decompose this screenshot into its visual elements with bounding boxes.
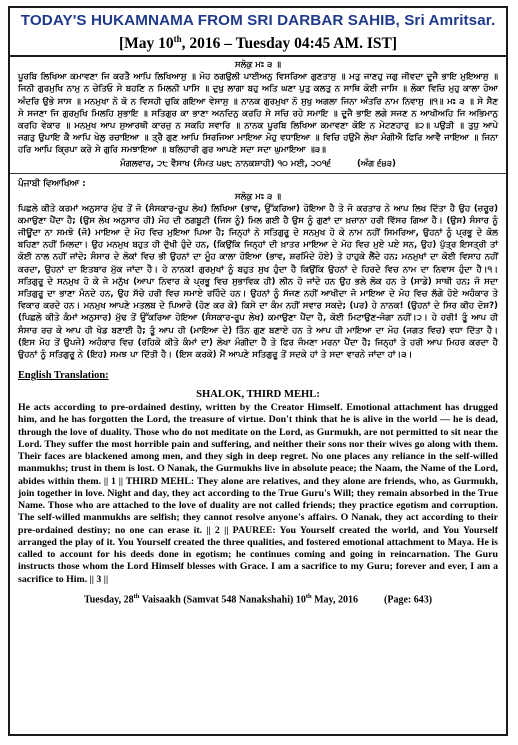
gurbani-date: ਮੰਗਲਵਾਰ, ੨੮ ਵੈਸਾਖ (ਸੰਮਤ ੫੪੮ ਨਾਨਕਸ਼ਾਹੀ) ੧੦ ਮਈ, ੨੦੧੬ (120, 158, 331, 169)
footer-suffix: May, 2016 (311, 594, 358, 606)
hukamnama-frame (8, 6, 508, 736)
footer-ordinal-2: th (305, 592, 312, 600)
english-text: He acts according to pre-ordained destiny, written by the Creator Himself. Emotional attachment has drugged him, and he has forgotten the Lord, the treasure of virtue. Don't think that he is alive in the world — he is dead, through the love of duality. Those who do not meditate on the Lord, as Gurmukh, are not permitted to sit near the Lord. They suffer the most horrible pain and suffering, and neither their sons nor their wives go along with them. Their faces are blackened among men, and they sigh in deep regret. No one places any reliance in the self-willed manmukhs; trust in them is lost. O Nanak, the Gurmukhs live in absolute peace; the Naam, the Name of the Lord, abides within them. || 1 || THIRD MEHL: They alone are relatives, and they alone are friends, who, as Gurmukh, join together in love. Night and day, they act according to the True Guru's Will; they remain absorbed in the True Name. Those who are attached to the love of duality are not called friends; they practice egotism and corruption. The self-willed manmukhs are selfish; they cannot resolve anyone's affairs. O Nanak, they act according to their pre-ordained destiny; no one can erase it. || 2 || PAUREE: You Yourself created the world, and You Yourself arranged the play of it. You Yourself created the three qualities, and fostered emotional attachment to Maya. He is called to account for his deeds done in egotism; he continues coming and going in reincarnation. The Guru instructs those whom the Lord Himself blesses with Grace. I am a sacrifice to my Guru; forever and ever, I am a sacrifice to Him. || 3 || (18, 402, 498, 585)
date-suffix: , 2016 – Tuesday 04:45 AM. IST] (181, 35, 397, 53)
english-heading: English Translation: (18, 370, 109, 382)
gurbani-heading: ਸਲੋਕੁ ਮਃ ੩ ॥ (234, 60, 282, 71)
footer-date-line (18, 590, 498, 606)
date-prefix: [May 10 (118, 35, 174, 53)
punjabi-text: ਪਿਛਲੇ ਕੀਤੇ ਕਰਮਾਂ ਅਨੁਸਾਰ ਮੁੱਢ ਤੋਂ ਜੋ (ਸੰਸਕਾਰ-ਰੂਪ ਲੇਖ) ਲਿਖਿਆ (ਭਾਵ, ਉੱਕਰਿਆ) ਹੋਇਆ ਹੈ ਤੇ ਜੋ ਕਰਤਾਰ ਨੇ ਆਪ ਲਿਖ ਦਿੱਤਾ ਹੈ ਉਹ (ਜ਼ਰੂਰ) ਕਮਾਉਣਾ ਪੈਂਦਾ ਹੈ; (ਉਸ ਲੇਖ ਅਨੁਸਾਰ ਹੀ) ਮੋਹ ਦੀ ਠਗਬੂਟੀ (ਜਿਸ ਨੂੰ) ਮਿਲ ਗਈ ਹੈ ਉਸ ਨੂੰ ਗੁਣਾਂ ਦਾ ਖ਼ਜ਼ਾਨਾ ਹਰੀ ਵਿੱਸਰ ਗਿਆ ਹੈ। (ਉਸ) ਸੰਸਾਰ ਨੂੰ ਜੀਊਂਦਾ ਨਾ ਸਮਝੋ (ਜੋ) ਮਾਇਆ ਦੇ ਮੋਹ ਵਿਚ ਮੁਇਆ ਪਿਆ ਹੈ; ਜਿਨ੍ਹਾਂ ਨੇ ਸਤਿਗੁਰੂ ਦੇ ਸਨਮੁਖ ਹੋ ਕੇ ਨਾਮ ਨਹੀਂ ਸਿਮਰਿਆ, ਉਹਨਾਂ ਨੂੰ ਪ੍ਰਭੂ ਦੇ ਕੋਲ ਬਹਿਣਾ ਨਹੀਂ ਮਿਲਦਾ। ਉਹ ਮਨਮੁਖ ਬਹੁਤ ਹੀ ਦੁੱਖੀ ਹੁੰਦੇ ਹਨ, (ਕਿਉਂਕਿ ਜਿਨ੍ਹਾਂ ਦੀ ਖ਼ਾਤਰ ਮਾਇਆ ਦੇ ਮੋਹ ਵਿਚ ਮੁਏ ਪਏ ਸਨ, ਉਹ) ਪੁੱਤ੍ਰ ਇਸਤ੍ਰੀ ਤਾਂ ਕੋਈ ਨਾਲ ਨਹੀਂ ਜਾਂਦੇ; ਸੰਸਾਰ ਦੇ ਲੋਕਾਂ ਵਿਚ ਭੀ ਉਹਨਾਂ ਦਾ ਮੂੰਹ ਕਾਲਾ ਹੋਇਆ (ਭਾਵ, ਸ਼ਰਮਿੰਦੇ ਹੋਏ) ਤੇ ਹਾਹੁਕੇ ਲੈਂਦੇ ਹਨ; ਮਨਮੁਖਾਂ ਦਾ ਕੋਈ ਵਿਸਾਹ ਨਹੀਂ ਕਰਦਾ, ਉਹਨਾਂ ਦਾ ਇਤਬਾਰ ਮੁੱਕ ਜਾਂਦਾ ਹੈ। ਹੇ ਨਾਨਕ! ਗੁਰਮੁਖਾਂ ਨੂੰ ਬਹੁਤ ਸੁਖ ਹੁੰਦਾ ਹੈ ਕਿਉਂਕਿ ਉਹਨਾਂ ਦੇ ਹਿਰਦੇ ਵਿਚ ਨਾਮ ਦਾ ਨਿਵਾਸ ਹੁੰਦਾ ਹੈ।੧। ਸਤਿਗੁਰੂ ਦੇ ਸਨਮੁਖ ਹੋ ਕੇ ਜੋ ਮਨੁੱਖ (ਆਪਾ ਨਿਵਾਰ ਕੇ ਪ੍ਰਭੂ ਵਿਚ ਸੁਭਾਵਿਕ ਹੀ) ਲੀਨ ਹੋ ਜਾਂਦੇ ਹਨ ਉਹ ਭਲੇ ਲੋਕ ਹਨ ਤੇ (ਸਾਡੇ) ਸਾਥੀ ਹਨ; ਜੋ ਸਦਾ ਸਤਿਗੁਰੂ ਦਾ ਭਾਣਾ ਮੰਨਦੇ ਹਨ, ਉਹ ਸੱਚੇ ਹਰੀ ਵਿਚ ਸਮਾਏ ਰਹਿੰਦੇ ਹਨ। ਉਹਨਾਂ ਨੂੰ ਸੱਜਣ ਨਹੀਂ ਆਖੀਦਾ ਜੋ ਮਾਇਆ ਦੇ ਮੋਹ ਵਿਚ ਲੱਗੇ ਹੋਏ ਅਹੰਕਾਰ ਤੇ ਵਿਕਾਰ ਕਰਦੇ ਹਨ। ਮਨਮੁਖ ਆਪਣੇ ਮਤਲਬ ਦੇ ਪਿਆਰੇ (ਹੋਣ ਕਰ ਕੇ) ਕਿਸੇ ਦਾ ਕੰਮ ਨਹੀਂ ਸਵਾਰ ਸਕਦੇ; (ਪਰ) ਹੇ ਨਾਨਕ! (ਉਹਨਾਂ ਦੇ ਸਿਰ ਕੀਹ ਦੋਸ਼?) (ਪਿਛਲੇ ਕੀਤੇ ਕੰਮਾਂ ਅਨੁਸਾਰ) ਮੁੱਢ ਤੋਂ ਉੱਕਰਿਆ ਹੋਇਆ (ਸੰਸਕਾਰ-ਰੂਪ ਲੇਖ) ਕਮਾਉਣਾ ਪੈਂਦਾ ਹੈ, ਕੋਈ ਮਿਟਾਉਣ-ਜੋਗਾ ਨਹੀਂ।੨। ਹੇ ਹਰੀ! ਤੂੰ ਆਪ ਹੀ ਸੰਸਾਰ ਰਚ ਕੇ ਆਪ ਹੀ ਖੇਡ ਬਣਾਈ ਹੈ; ਤੂੰ ਆਪ ਹੀ (ਮਾਇਆ ਦੇ) ਤਿੰਨ ਗੁਣ ਬਣਾਏ ਹਨ ਤੇ ਆਪ ਹੀ ਮਾਇਆ ਦਾ ਮੋਹ (ਜਗਤ ਵਿਚ) ਵਧਾ ਦਿੱਤਾ ਹੈ। (ਇਸ ਮੋਹ ਤੋਂ ਉਪਜੇ) ਅਹੰਕਾਰ ਵਿਚ (ਰਹਿਕੇ ਕੀਤੇ ਕੰਮਾਂ ਦਾ) ਲੇਖਾ ਮੰਗੀਦਾ ਹੈ ਤੇ ਫਿਰ ਜੰਮਣਾ ਮਰਨਾ ਪੈਂਦਾ ਹੈ; ਜਿਨ੍ਹਾਂ ਤੇ ਹਰੀ ਆਪ ਮਿਹਰ ਕਰਦਾ ਹੈ ਉਹਨਾਂ ਨੂੰ ਸਤਿਗੁਰੂ ਨੇ (ਇਹ) ਸਮਝ ਪਾ ਦਿੱਤੀ ਹੈ। (ਇਸ ਕਰਕੇ) ਮੈਂ ਆਪਣੇ ਸਤਿਗੁਰੂ ਤੋਂ ਸਦਕੇ ਹਾਂ ਤੇ ਸਦਾ ਵਾਰਨੇ ਜਾਂਦਾ ਹਾਂ।੩। (18, 203, 498, 361)
punjabi-heading: ਪੰਜਾਬੀ ਵਿਆਖਿਆ : (18, 178, 86, 189)
gurbani-text: ਪੂਰਬਿ ਲਿਖਿਆ ਕਮਾਵਣਾ ਜਿ ਕਰਤੈ ਆਪਿ ਲਿਖਿਆਸੁ ॥ ਮੋਹ ਠਗਉਲੀ ਪਾਈਅਨੁ ਵਿਸਰਿਆ ਗੁਣਤਾਸੁ ॥ ਮਤੁ ਜਾਣਹੁ ਜਗੁ ਜੀਵਦਾ ਦੂਜੈ ਭਾਇ ਮੁਇਆਸੁ ॥ ਜਿਨੀ ਗੁਰਮੁਖਿ ਨਾਮੁ ਨ ਚੇਤਿਓ ਸੇ ਬਹਣਿ ਨ ਮਿਲਨੀ ਪਾਸਿ ॥ ਦੁਖੁ ਲਾਗਾ ਬਹੁ ਅਤਿ ਘਣਾ ਪੁਤੁ ਕਲਤੁ ਨ ਸਾਥਿ ਕੋਈ ਜਾਸਿ ॥ ਲੋਕਾ ਵਿਚਿ ਮੁਹੁ ਕਾਲਾ ਹੋਆ ਅੰਦਰਿ ਉਭੇ ਸਾਸ ॥ ਮਨਮੁਖਾ ਨੋ ਕੋ ਨ ਵਿਸਹੀ ਚੁਕਿ ਗਇਆ ਵੇਸਾਸੁ ॥ ਨਾਨਕ ਗੁਰਮੁਖਾ ਨੋ ਸੁਖੁ ਅਗਲਾ ਜਿਨਾ ਅੰਤਰਿ ਨਾਮ ਨਿਵਾਸੁ ॥੧॥ ਮਃ ੩ ॥ ਸੇ ਸੈਣ ਸੇ ਸਜਣਾ ਜਿ ਗੁਰਮੁਖਿ ਮਿਲਹਿ ਸੁਭਾਇ ॥ ਸਤਿਗੁਰ ਕਾ ਭਾਣਾ ਅਨਦਿਨੁ ਕਰਹਿ ਸੇ ਸਚਿ ਰਹੇ ਸਮਾਇ ॥ ਦੂਜੈ ਭਾਇ ਲਗੇ ਸਜਣ ਨ ਆਖੀਅਹਿ ਜਿ ਅਭਿਮਾਨੁ ਕਰਹਿ ਵੇਕਾਰ ॥ ਮਨਮੁਖ ਆਪ ਸੁਆਰਥੀ ਕਾਰਜੁ ਨ ਸਕਹਿ ਸਵਾਰਿ ॥ ਨਾਨਕ ਪੂਰਬਿ ਲਿਖਿਆ ਕਮਾਵਣਾ ਕੋਇ ਨ ਮੇਟਣਹਾਰੁ ॥੨॥ ਪਉੜੀ ॥ ਤੁਧੁ ਆਪੇ ਜਗਤੁ ਉਪਾਇ ਕੈ ਆਪਿ ਖੇਲੁ ਰਚਾਇਆ ॥ ਤ੍ਰੈ ਗੁਣ ਆਪਿ ਸਿਰਜਿਆ ਮਾਇਆ ਮੋਹੁ ਵਧਾਇਆ ॥ ਵਿਚਿ ਹਉਮੈ ਲੇਖਾ ਮੰਗੀਐ ਫਿਰਿ ਆਵੈ ਜਾਇਆ ॥ ਜਿਨਾ ਹਰਿ ਆਪਿ ਕ੍ਰਿਪਾ ਕਰੇ ਸੇ ਗੁਰਿ ਸਮਝਾਇਆ ॥ ਬਲਿਹਾਰੀ ਗੁਰ ਆਪਣੇ ਸਦਾ ਸਦਾ ਘੁਮਾਇਆ ॥੩॥ (18, 72, 498, 156)
footer-ordinal-1: th (133, 592, 140, 600)
punjabi-sub-heading: ਸਲੋਕੁ ਮਃ ੩ ॥ (234, 191, 282, 202)
gurbani-meta (18, 158, 498, 170)
gurbani-ang: (ਅੰਗ ੬੪੩) (356, 158, 396, 169)
punjabi-section (10, 174, 506, 362)
page-title: TODAY'S HUKAMNAMA FROM SRI DARBAR SAHIB, Sri Amritsar. (20, 12, 496, 29)
english-shalok-heading: SHALOK, THIRD MEHL: (196, 389, 320, 401)
footer-page: (Page: 643) (384, 594, 433, 606)
date-line (10, 30, 506, 53)
header (10, 8, 506, 53)
date-ordinal: th (173, 34, 182, 44)
footer-middle: Vaisaakh (Samvat 548 Nanakshahi) 10 (139, 594, 306, 606)
gurbani-section (10, 57, 506, 169)
english-section (10, 361, 506, 606)
footer-prefix: Tuesday, 28 (83, 594, 134, 606)
